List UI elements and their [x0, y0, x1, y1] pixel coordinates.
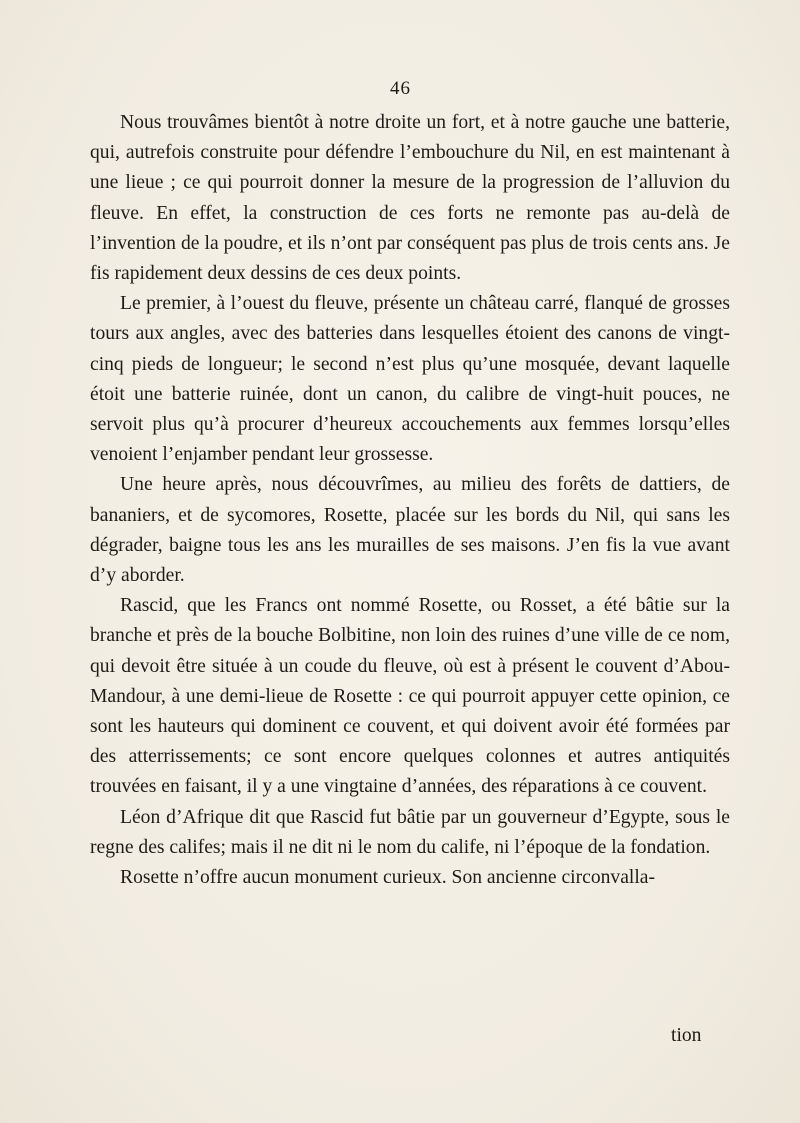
paragraph-5: Léon d’Afrique dit que Rascid fut bâtie par un gouverneur d’Egypte, sous le regne des califes; mais il ne dit ni le nom du calife, ni l’époque de la fondation.	[90, 806, 730, 858]
body-text	[90, 108, 730, 893]
paragraph-6: Rosette n’offre aucun monument curieux. Son ancienne circonvalla-	[120, 867, 656, 889]
catchword: tion	[671, 1025, 702, 1046]
page-number: 46	[390, 78, 411, 99]
paragraph-4: Rascid, que les Francs ont nommé Rosette, ou Rosset, a été bâtie sur la branche et près de la bouche Bolbitine, non loin des ruines d’une ville de ce nom, qui devoit être située à un coude du fleuve, où est à présent le couvent d’Abou-Mandour, à une demi-lieue de Rosette : ce qui pourroit appuyer cette opinion, ce sont les hauteurs qui dominent ce couvent, et qui doivent avoir été formées par des atterrissements; ce sont encore quelques colonnes et autres antiquités trouvées en faisant, il y a une vingtaine d’années, des réparations à ce couvent.	[90, 595, 730, 798]
paragraph-3: Une heure après, nous découvrîmes, au milieu des forêts de dattiers, de bananiers, et de sycomores, Rosette, placée sur les bords du Nil, qui sans les dégrader, baigne tous les ans les murailles de ses maisons. J’en fis la vue avant d’y aborder.	[90, 474, 730, 587]
paragraph-2: Le premier, à l’ouest du fleuve, présente un château carré, flanqué de grosses tours aux angles, avec des batteries dans lesquelles étoient des canons de vingt-cinq pieds de longueur; le second n’est plus qu’une mosquée, devant laquelle étoit une batterie ruinée, dont un canon, du calibre de vingt-huit pouces, ne servoit plus qu’à procurer d’heureux accouchements aux femmes lorsqu’elles venoient l’enjamber pendant leur grossesse.	[90, 293, 730, 466]
paragraph-1: Nous trouvâmes bientôt à notre droite un fort, et à notre gauche une batterie, qui, autrefois construite pour défendre l’embouchure du Nil, en est maintenant à une lieue ; ce qui pourroit donner la mesure de la progression de l’alluvion du fleuve. En effet, la construction de ces forts ne remonte pas au-delà de l’invention de la poudre, et ils n’ont par conséquent pas plus de trois cents ans. Je fis rapidement deux dessins de ces deux points.	[90, 112, 730, 285]
